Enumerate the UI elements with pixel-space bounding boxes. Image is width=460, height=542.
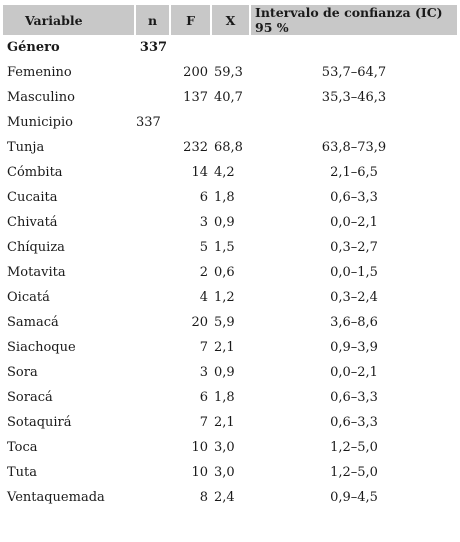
row-name: Oicatá [7,290,50,305]
header-ic: Intervalo de confianza (IC) 95 % [251,5,457,35]
header-x: X [212,5,251,35]
results-table [3,5,457,510]
table-row [3,410,457,435]
row-n-empty [136,60,171,85]
row-ic: 0,9–3,9 [330,340,378,355]
table-row [3,360,457,385]
row-x: 2,1 [214,415,235,430]
row-n-empty [136,335,171,360]
section-n: 337 [139,40,168,55]
row-f: 232 [183,140,208,155]
section-f-empty [171,110,212,135]
header-variable: Variable [3,5,136,35]
row-x: 3,0 [214,465,235,480]
row-n-empty [136,310,171,335]
header-f: F [171,5,212,35]
row-ic: 0,0–2,1 [330,365,378,380]
row-f: 20 [191,315,208,330]
row-name: Samacá [7,315,59,330]
row-name: Chivatá [7,215,58,230]
row-f: 137 [183,90,208,105]
row-name: Toca [7,440,38,455]
row-x: 1,8 [214,190,235,205]
row-n-empty [136,485,171,510]
table-row [3,460,457,485]
row-name: Sotaquirá [7,415,72,430]
row-f: 3 [199,215,208,230]
row-n-empty [136,360,171,385]
table-row [3,85,457,110]
row-f: 2 [199,265,208,280]
row-name: Cucaita [7,190,58,205]
row-n-empty [136,410,171,435]
row-x: 2,1 [214,340,235,355]
table-row [3,435,457,460]
row-n-empty [136,285,171,310]
row-ic: 0,0–2,1 [330,215,378,230]
row-f: 4 [199,290,208,305]
row-x: 1,5 [214,240,235,255]
row-name: Femenino [7,65,72,80]
row-f: 8 [199,490,208,505]
section-title: Municipio [7,115,73,130]
section-f-empty [171,35,212,60]
row-x: 3,0 [214,440,235,455]
row-name: Cómbita [7,165,63,180]
row-x: 40,7 [214,90,243,105]
table-row [3,235,457,260]
table-row [3,185,457,210]
row-name: Siachoque [7,340,76,355]
table-row [3,260,457,285]
row-n-empty [136,435,171,460]
row-ic: 0,6–3,3 [330,415,378,430]
row-x: 0,9 [214,365,235,380]
row-x: 1,2 [214,290,235,305]
row-n-empty [136,260,171,285]
row-n-empty [136,85,171,110]
row-ic: 2,1–6,5 [330,165,378,180]
row-name: Sora [7,365,38,380]
row-ic: 1,2–5,0 [330,440,378,455]
row-n-empty [136,460,171,485]
table-row [3,285,457,310]
table-row [3,135,457,160]
section-ic-empty [251,35,457,60]
section-title: Género [7,40,60,55]
row-name: Soracá [7,390,53,405]
header-n: n [136,5,171,35]
row-ic: 1,2–5,0 [330,465,378,480]
row-ic: 63,8–73,9 [321,140,387,155]
table-row [3,160,457,185]
table-body [3,35,457,510]
row-n-empty [136,135,171,160]
row-ic: 0,6–3,3 [330,390,378,405]
row-ic: 0,3–2,7 [330,240,378,255]
row-x: 68,8 [214,140,243,155]
row-x: 59,3 [214,65,243,80]
table-row [3,210,457,235]
row-name: Ventaquemada [7,490,105,505]
row-f: 7 [199,415,208,430]
section-ic-empty [251,110,457,135]
table-header [3,5,457,35]
row-x: 0,9 [214,215,235,230]
section-x-empty [212,35,251,60]
row-f: 10 [191,465,208,480]
table-row [3,310,457,335]
table-row [3,335,457,360]
row-name: Chíquiza [7,240,65,255]
row-ic: 0,9–4,5 [330,490,378,505]
row-f: 7 [199,340,208,355]
row-name: Tunja [7,140,45,155]
row-x: 5,9 [214,315,235,330]
row-name: Tuta [7,465,38,480]
row-ic: 3,6–8,6 [330,315,378,330]
table-row [3,60,457,85]
row-ic: 53,7–64,7 [321,65,387,80]
row-f: 6 [199,390,208,405]
table-row [3,485,457,510]
row-ic: 0,3–2,4 [330,290,378,305]
section-row [3,110,457,135]
section-row [3,35,457,60]
row-f: 200 [183,65,208,80]
row-n-empty [136,385,171,410]
section-x-empty [212,110,251,135]
row-f: 6 [199,190,208,205]
row-name: Motavita [7,265,66,280]
row-f: 3 [199,365,208,380]
row-n-empty [136,185,171,210]
row-x: 0,6 [214,265,235,280]
row-f: 5 [199,240,208,255]
row-x: 1,8 [214,390,235,405]
table-row [3,385,457,410]
row-ic: 35,3–46,3 [321,90,387,105]
row-f: 14 [191,165,208,180]
row-n-empty [136,235,171,260]
row-n-empty [136,210,171,235]
header-row [3,5,457,35]
row-x: 2,4 [214,490,235,505]
row-x: 4,2 [214,165,235,180]
row-ic: 0,6–3,3 [330,190,378,205]
row-name: Masculino [7,90,75,105]
row-f: 10 [191,440,208,455]
row-n-empty [136,160,171,185]
row-ic: 0,0–1,5 [330,265,378,280]
section-n: 337 [136,115,161,130]
